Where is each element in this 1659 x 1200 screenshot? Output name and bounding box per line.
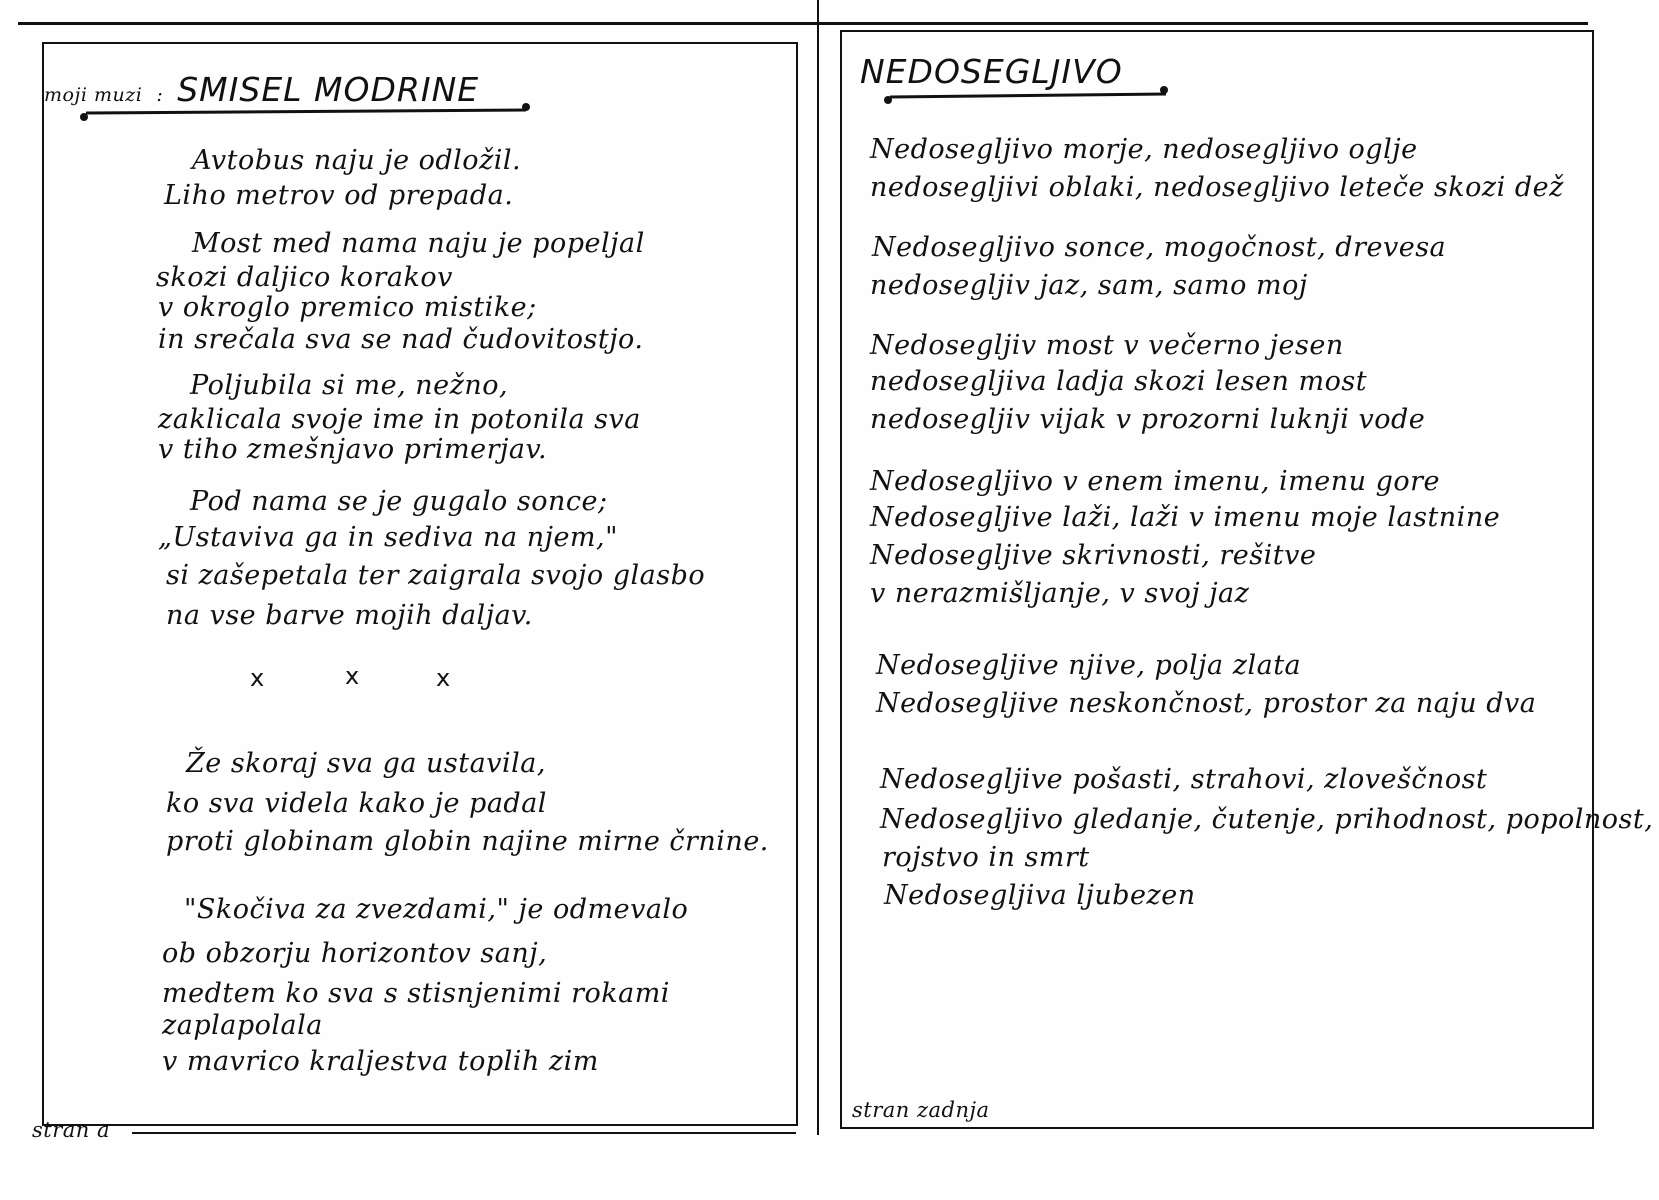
left-page-label: moji muzi (44, 84, 143, 106)
poem-line: Nedosegljive laži, laži v imenu moje lastnine (870, 502, 1501, 533)
poem-line: Nedosegljiv most v večerno jesen (870, 330, 1344, 361)
poem-line: Nedosegljive neskončnost, prostor za naju dva (876, 688, 1537, 719)
poem-line: "Skočiva za zvezdami," je odmevalo (184, 894, 689, 925)
separator-mark: x (345, 662, 360, 690)
poem-line: Nedosegljivo morje, nedosegljivo oglje (870, 134, 1418, 165)
underline-dot (884, 96, 892, 104)
separator-mark: x (250, 664, 265, 692)
poem-line: „Ustaviva ga in sediva na njem," (158, 522, 619, 553)
left-page-title-row (44, 70, 479, 109)
poem-line: skozi daljico korakov (156, 262, 453, 293)
poem-line: Pod nama se je gugalo sonce; (190, 486, 608, 517)
poem-line: nedosegljiva ladja skozi lesen most (870, 366, 1368, 397)
poem-line: nedosegljiv vijak v prozorni luknji vode (870, 404, 1426, 435)
poem-line: Nedosegljivo sonce, mogočnost, drevesa (872, 232, 1447, 263)
poem-line: Nedosegljive njive, polja zlata (876, 650, 1302, 681)
poem-line: v tiho zmešnjavo primerjav. (158, 434, 548, 465)
poem-line: Poljubila si me, nežno, (190, 370, 509, 401)
poem-line: ob obzorju horizontov sanj, (162, 938, 548, 969)
poem-line: proti globinam globin najine mirne črnine. (166, 826, 769, 857)
poem-line: Že skoraj sva ga ustavila, (186, 748, 546, 779)
poem-line: ko sva videla kako je padal (166, 788, 547, 819)
title-separator: : (156, 84, 164, 106)
poem-line: si zašepetala ter zaigrala svojo glasbo (166, 560, 706, 591)
poem-line: zaklicala svoje ime in potonila sva (158, 404, 641, 435)
poem-line: Avtobus naju je odložil. (192, 145, 522, 176)
poem-line: Nedosegljivo v enem imenu, imenu gore (870, 466, 1441, 497)
underline-dot (1160, 86, 1168, 94)
underline-dot (522, 103, 530, 111)
poem-line: in srečala sva se nad čudovitostjo. (158, 324, 644, 355)
left-footer-rule (132, 1132, 796, 1134)
poem-line: na vse barve mojih daljav. (166, 600, 533, 631)
poem-line: v okroglo premico mistike; (158, 292, 537, 323)
center-divider (817, 0, 819, 1135)
poem-line: Nedosegljivo gledanje, čutenje, prihodnost, popolnost, (880, 804, 1654, 835)
underline-dot (80, 113, 88, 121)
poem-line: Nedosegljive skrivnosti, rešitve (870, 540, 1317, 571)
separator-mark: x (436, 664, 451, 692)
right-page-title: NEDOSEGLJIVO (860, 52, 1123, 91)
poem-line: nedosegljiv jaz, sam, samo moj (870, 270, 1308, 301)
poem-line: Most med nama naju je popeljal (192, 228, 645, 259)
poem-line: Nedosegljiva ljubezen (884, 880, 1196, 911)
poem-line: v nerazmišljanje, v svoj jaz (870, 578, 1250, 609)
poem-line: zaplapolala (162, 1010, 323, 1041)
left-page-footer: stran a (32, 1118, 110, 1142)
poem-line: nedosegljivi oblaki, nedosegljivo leteče skozi dež (870, 172, 1564, 203)
top-rule (18, 22, 1588, 25)
poem-line: Nedosegljive pošasti, strahovi, zloveščnost (880, 764, 1488, 795)
poem-line: medtem ko sva s stisnjenimi rokami (162, 978, 670, 1009)
right-page-footer: stran zadnja (852, 1098, 990, 1122)
poem-line: Liho metrov od prepada. (164, 180, 514, 211)
left-page-title: SMISEL MODRINE (177, 70, 480, 109)
poem-line: rojstvo in smrt (882, 842, 1090, 873)
poem-line: v mavrico kraljestva toplih zim (162, 1046, 599, 1077)
